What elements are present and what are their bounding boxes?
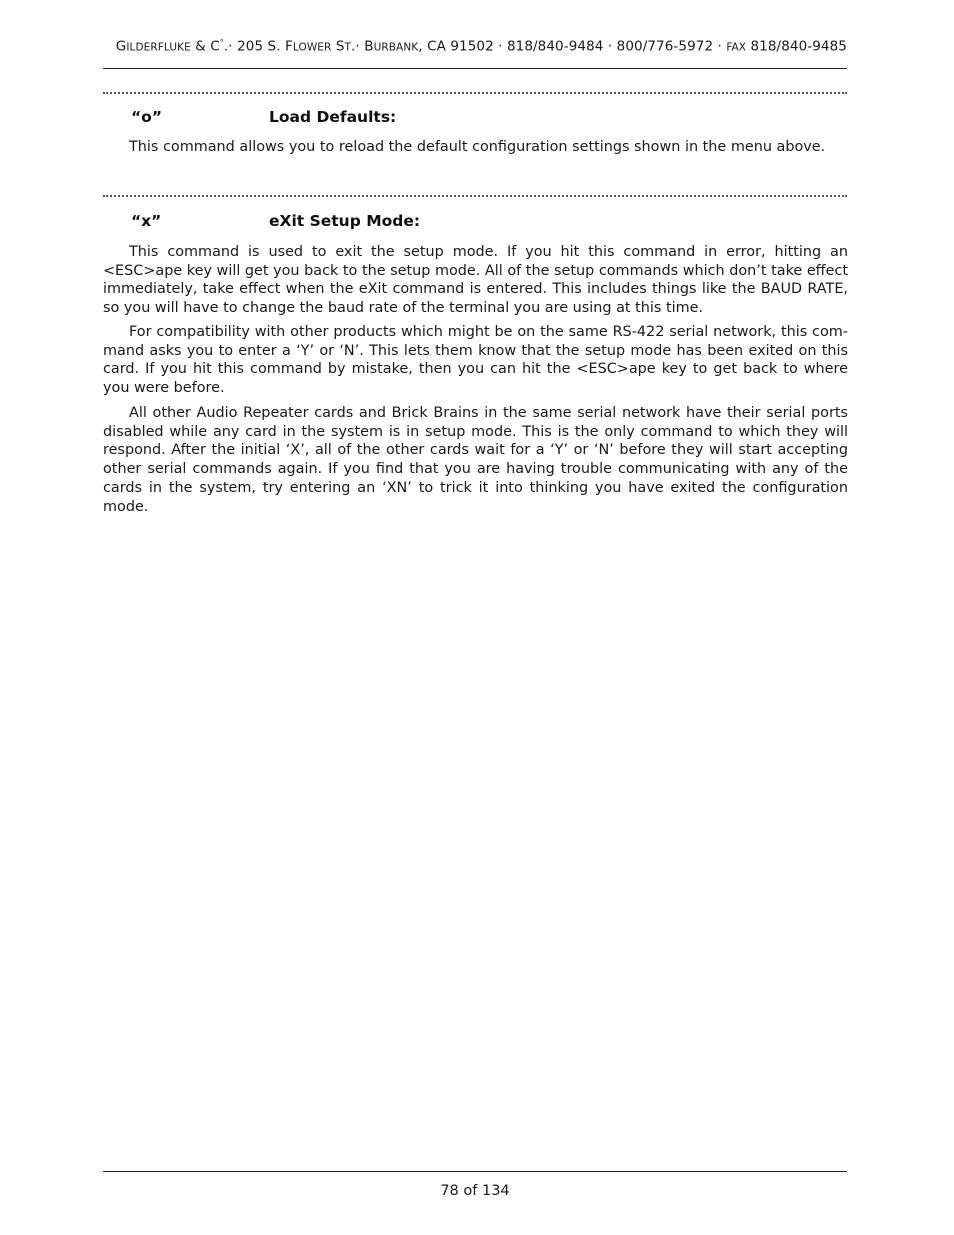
header-rule	[103, 68, 847, 69]
header-fax-number: 818/840-9485	[746, 38, 847, 55]
section-divider-1	[103, 92, 847, 94]
command-key: “x”	[131, 212, 162, 230]
command-title: Load Defaults:	[269, 108, 397, 126]
section-divider-2	[103, 195, 847, 197]
paragraph-exit-2: For compatibility with other products which might be on the same RS-422 serial network, this command asks you to enter a ‘Y’ or ‘N’. This lets them know that the setup mode has been exited on this card. If you hit this command by mistake, then you can hit the <ESC>ape key to get back to where you were before.	[103, 324, 848, 397]
header-co: & C	[190, 38, 220, 55]
header-city-initial: B	[364, 38, 374, 55]
command-key: “o”	[131, 108, 163, 126]
header-phone-numbers: , CA 91502 · 818/840-9484 · 800/776-5972 ·	[418, 38, 727, 55]
header-street-rest: LOWER	[292, 41, 332, 54]
header-st-rest: T	[344, 41, 352, 54]
paragraph-load-defaults: This command allows you to reload the default configuration settings shown in the menu above.	[129, 139, 826, 155]
footer-rule	[103, 1171, 847, 1172]
header-separator: .·	[351, 38, 365, 55]
header-company-initial: G	[115, 38, 127, 55]
paragraph-exit-1: This command is used to exit the setup mode. If you hit this command in error, hitting an <ESC>ape key will get you back to the setup mode. All of the setup commands which don’t take effect immediately, take effect when the eXit command is entered. This includes things like the BAUD RATE, so you will have to change the baud rate of the terminal you are using at this time.	[103, 244, 848, 317]
header-fax-label: FAX	[726, 41, 747, 54]
header-company-rest: ILDERFLUKE	[126, 41, 191, 54]
header-city-rest: URBANK	[373, 41, 419, 54]
page-number: 78 of 134	[440, 1183, 510, 1199]
page-header	[103, 38, 847, 55]
command-title: eXit Setup Mode:	[269, 212, 421, 230]
header-st-initial: S	[331, 38, 345, 55]
header-street-initial: F	[285, 38, 293, 55]
paragraph-exit-3: All other Audio Repeater cards and Brick Brains in the same serial network have their serial ports disabled while any card in the system is in setup mode. This is the only command to which they will respond. After the initial ‘X’, all of the other cards wait for a ‘Y’ or ‘N’ before they will start accepting other serial commands again. If you find that you are having trouble communicating with any of the cards in the system, try entering an ‘XN’ to trick it into thinking you have exited the configuration mode.	[103, 405, 848, 515]
header-co-mark: °	[219, 38, 224, 47]
header-street-number: .· 205 S.	[223, 38, 285, 55]
